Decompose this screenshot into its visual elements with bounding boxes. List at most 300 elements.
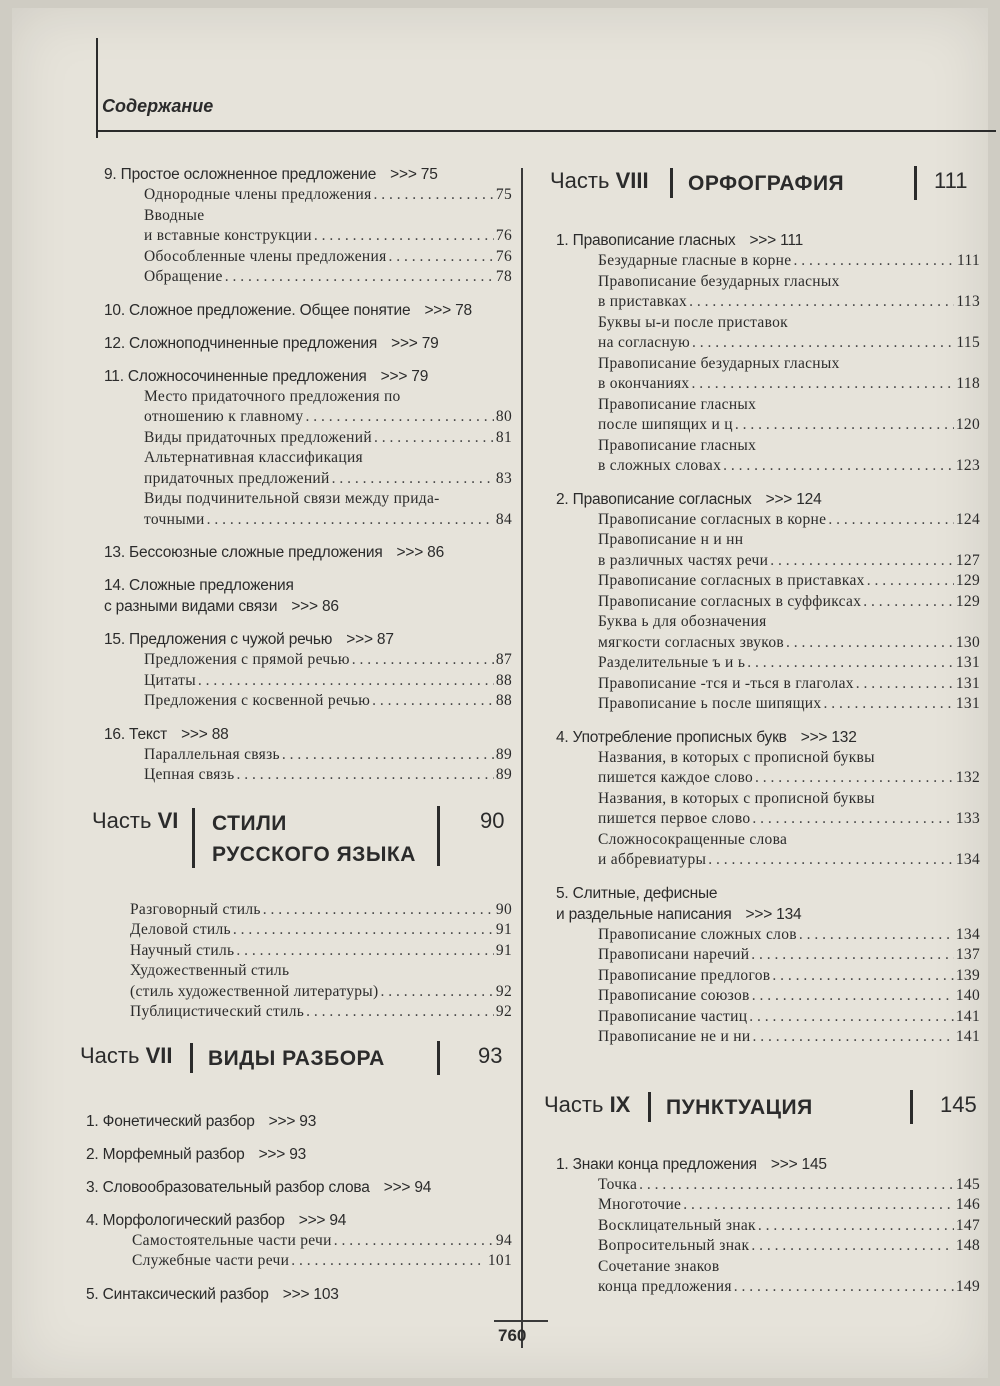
toc-section-title-line2: и раздельные написания xyxy=(556,905,732,923)
toc-entry-text: Обращение xyxy=(144,268,223,285)
toc-entry-line xyxy=(144,247,512,268)
toc-entry-page: 76 xyxy=(495,247,512,265)
toc-section-title-line: 5. Слитные, дефисные xyxy=(556,884,718,902)
leader-dots xyxy=(751,1236,954,1257)
toc-entry xyxy=(544,354,980,395)
toc-section-title-text: 2. Морфемный разбор xyxy=(86,1145,245,1163)
toc-entry-page: 111 xyxy=(957,252,980,269)
toc-section-ref: >>> 75 xyxy=(390,166,438,183)
toc-entry xyxy=(92,185,512,206)
toc-entry-page: 133 xyxy=(955,810,980,827)
toc-entry xyxy=(544,1175,980,1196)
toc-section-title-text: 1. Фонетический разбор xyxy=(86,1112,255,1130)
toc-entry-text: Правописание безударных гласных xyxy=(598,354,840,372)
leader-dots xyxy=(758,1216,954,1237)
toc-entry-text: Правописание безударных гласных xyxy=(598,272,840,290)
toc-entry-text: Обособленные члены предложения xyxy=(144,247,387,265)
toc-entry-line xyxy=(598,694,980,715)
part-6-page: 90 xyxy=(480,807,505,833)
toc-section xyxy=(92,333,512,354)
toc-entry xyxy=(78,961,512,1002)
part-7-title: ВИДЫ РАЗБОРА xyxy=(208,1046,385,1070)
toc-entry xyxy=(78,900,512,921)
leader-dots xyxy=(752,1027,953,1048)
toc-section-title xyxy=(74,1144,512,1165)
toc-entry xyxy=(544,571,980,592)
toc-section-ref: >>> 79 xyxy=(380,367,429,385)
toc-entry-page: 130 xyxy=(955,633,980,651)
toc-entry xyxy=(544,612,980,653)
toc-entry xyxy=(544,436,980,477)
toc-entry-page: 113 xyxy=(956,293,980,310)
toc-entry-text: точными xyxy=(144,510,205,528)
toc-entry-text: Правописание сложных слов xyxy=(598,925,797,943)
toc-entry-line xyxy=(144,510,512,531)
part-8-label: Часть VIII xyxy=(550,168,649,193)
toc-entry-page: 131 xyxy=(955,654,980,671)
toc-entry xyxy=(544,530,980,571)
toc-entry-text: Параллельная связь xyxy=(144,745,280,763)
toc-entry-page: 131 xyxy=(955,695,980,712)
toc-entry-line xyxy=(144,185,512,206)
toc-section-title-line: 14. Сложные предложения xyxy=(104,577,294,594)
toc-entry-line xyxy=(598,415,980,436)
leader-dots xyxy=(772,966,953,987)
toc-entry-page: 146 xyxy=(955,1196,980,1213)
toc-section-title-line xyxy=(104,596,512,617)
toc-entry-page: 137 xyxy=(955,946,980,963)
toc-entry xyxy=(92,387,512,428)
toc-entry xyxy=(544,966,980,987)
toc-section-title xyxy=(92,542,512,563)
toc-entry-text: Деловой стиль xyxy=(130,921,231,938)
leader-dots xyxy=(799,925,954,946)
toc-entry-text: Научный стиль xyxy=(130,941,235,959)
toc-entry xyxy=(74,1251,512,1272)
part-6-label: Часть VI xyxy=(92,807,179,833)
toc-entry-line xyxy=(144,671,512,692)
part-9-page: 145 xyxy=(940,1091,977,1117)
toc-section-title xyxy=(544,883,980,925)
toc-section-title-text: 16. Текст xyxy=(104,725,168,743)
toc-entry-page: 80 xyxy=(495,408,512,425)
toc-entry-page: 147 xyxy=(955,1216,980,1234)
toc-entry-line xyxy=(132,1251,512,1272)
toc-entry xyxy=(544,313,980,354)
toc-entry-text: Правописание частиц xyxy=(598,1007,748,1025)
toc-entry-line xyxy=(598,809,980,830)
leader-dots xyxy=(723,456,954,477)
toc-entry-line xyxy=(598,1195,980,1216)
toc-section-title xyxy=(544,489,980,510)
part-7-heading xyxy=(80,1039,512,1105)
toc-section-ref: >>> 86 xyxy=(291,598,339,615)
leader-dots xyxy=(374,428,494,449)
toc-section xyxy=(74,1144,512,1165)
toc-entry xyxy=(92,428,512,449)
toc-section-title-text: 1. Правописание гласных xyxy=(556,232,736,249)
toc-section-title-text: 1. Знаки конца предложения xyxy=(556,1155,757,1173)
leader-dots xyxy=(683,1195,954,1216)
toc-entry xyxy=(74,1231,512,1252)
toc-section-ref: >>> 103 xyxy=(282,1285,339,1303)
toc-entry-line xyxy=(144,765,512,786)
toc-entry-text: Цитаты xyxy=(144,671,196,689)
toc-section-title xyxy=(92,575,512,617)
leader-dots xyxy=(198,671,494,692)
leader-dots xyxy=(793,251,955,272)
toc-entry-text: в окончаниях xyxy=(598,375,690,392)
toc-entry-page: 88 xyxy=(495,671,512,689)
part-8-heading xyxy=(544,164,980,212)
toc-entry-text: Сочетание знаков xyxy=(598,1257,720,1275)
leader-dots xyxy=(314,226,494,247)
toc-section-title-line xyxy=(556,904,980,925)
leader-dots xyxy=(236,765,493,786)
toc-section xyxy=(544,489,980,715)
toc-entry xyxy=(544,1195,980,1216)
toc-entry-text: конца предложения xyxy=(598,1278,732,1295)
leader-dots xyxy=(374,185,494,206)
toc-entry-page: 76 xyxy=(495,227,512,244)
toc-section xyxy=(92,629,512,712)
toc-entry-text: Правописание гласных xyxy=(598,395,757,413)
leader-dots xyxy=(828,510,954,531)
toc-section-ref: >>> 132 xyxy=(800,728,857,746)
toc-entry xyxy=(78,941,512,962)
toc-section xyxy=(544,1154,980,1298)
toc-entry-line xyxy=(144,226,512,247)
toc-entry-line xyxy=(598,1007,980,1028)
toc-section-title-text: 15. Предложения с чужой речью xyxy=(104,631,333,648)
toc-section-title-text: 4. Употребление прописных букв xyxy=(556,728,787,746)
leader-dots xyxy=(692,333,954,354)
toc-entry-line xyxy=(598,456,980,477)
toc-entry-text: в различных частях речи xyxy=(598,551,769,569)
leader-dots xyxy=(236,941,494,962)
leader-dots xyxy=(263,900,494,921)
toc-entry-text: в сложных словах xyxy=(598,457,722,474)
toc-section xyxy=(74,1210,512,1272)
leader-dots xyxy=(734,1277,954,1298)
toc-entry-page: 129 xyxy=(955,592,980,610)
toc-entry-line xyxy=(598,251,980,272)
toc-section-title xyxy=(92,333,512,354)
toc-entry-page: 91 xyxy=(495,921,512,938)
toc-entry xyxy=(92,650,512,671)
toc-entry-text: Правописание предлогов xyxy=(598,966,771,984)
leader-dots xyxy=(306,1002,494,1023)
toc-entry xyxy=(544,1236,980,1257)
book-page xyxy=(12,8,988,1378)
toc-entry-text: Художественный стиль xyxy=(130,962,290,979)
toc-section-ref: >>> 93 xyxy=(268,1112,317,1130)
toc-entry-line xyxy=(598,1236,980,1257)
toc-entry-line xyxy=(130,941,512,962)
toc-section-title xyxy=(544,230,980,251)
toc-entry-line xyxy=(598,292,980,313)
toc-entry-text: Виды подчинительной связи между прида- xyxy=(144,490,440,507)
toc-entry-text: Однородные члены предложения xyxy=(144,186,372,203)
toc-entry-text: и аббревиатуры xyxy=(598,851,707,868)
toc-entry xyxy=(544,653,980,674)
toc-entry-text: отношению к главному xyxy=(144,408,304,425)
part-9-title: ПУНКТУАЦИЯ xyxy=(666,1095,813,1119)
toc-section xyxy=(544,727,980,871)
leader-dots xyxy=(689,292,954,313)
toc-entry-line xyxy=(144,407,512,428)
toc-entry-page: 149 xyxy=(955,1278,980,1295)
toc-entry-page: 115 xyxy=(956,334,980,351)
toc-entry-line xyxy=(598,510,980,531)
leader-dots xyxy=(747,653,954,674)
toc-entry-text: Вводные xyxy=(144,206,205,224)
toc-section-title xyxy=(92,629,512,650)
part-8-sections xyxy=(544,230,980,1048)
toc-entry xyxy=(544,395,980,436)
toc-section xyxy=(92,164,512,288)
toc-section-title-text: 4. Морфологический разбор xyxy=(86,1211,285,1229)
toc-entry-text: Названия, в которых с прописной буквы xyxy=(598,789,875,807)
toc-entry-text: и вставные конструкции xyxy=(144,227,312,244)
toc-entry-text: Восклицательный знак xyxy=(598,1216,756,1234)
toc-section xyxy=(92,366,512,531)
toc-entry-page: 92 xyxy=(495,982,512,1000)
toc-entry-page: 87 xyxy=(495,651,512,668)
toc-entry-line xyxy=(598,986,980,1007)
leader-dots xyxy=(708,850,954,871)
toc-section-ref: >>> 111 xyxy=(749,232,804,249)
toc-entry-page: 134 xyxy=(955,925,980,943)
toc-entry-text: пишется каждое слово xyxy=(598,769,754,786)
toc-entry-text: Предложения с косвенной речью xyxy=(144,692,371,709)
toc-section xyxy=(92,724,512,786)
toc-section-ref: >>> 124 xyxy=(765,490,822,508)
toc-entry xyxy=(92,448,512,489)
toc-entry-line xyxy=(598,768,980,789)
toc-section xyxy=(92,575,512,617)
part-6-bar-right xyxy=(437,806,440,866)
leader-dots xyxy=(291,1251,486,1272)
toc-entry-page: 118 xyxy=(956,375,980,392)
toc-entry-line xyxy=(598,653,980,674)
toc-section-title xyxy=(544,1154,980,1175)
toc-entry-line xyxy=(144,428,512,449)
toc-entry xyxy=(544,510,980,531)
toc-section-title-text: 13. Бессоюзные сложные предложения xyxy=(104,544,383,561)
toc-section-title xyxy=(92,300,512,321)
part-6-title: СТИЛИ РУССКОГО ЯЗЫКА xyxy=(212,811,416,866)
part-6-entries xyxy=(78,900,512,1023)
left-sections xyxy=(92,164,512,786)
toc-entry-text: Цепная связь xyxy=(144,766,235,783)
toc-entry-line xyxy=(598,1216,980,1237)
toc-entry-page: 139 xyxy=(955,966,980,984)
toc-entry xyxy=(544,748,980,789)
toc-entry-text: Многоточие xyxy=(598,1196,682,1213)
leader-dots xyxy=(207,510,494,531)
toc-entry-line xyxy=(130,982,512,1003)
toc-section xyxy=(92,300,512,321)
right-column xyxy=(544,164,980,1310)
toc-section-ref: >>> 87 xyxy=(346,631,394,648)
toc-entry xyxy=(78,920,512,941)
toc-entry-page: 127 xyxy=(955,551,980,569)
toc-section-title-text: 5. Синтаксический разбор xyxy=(86,1285,269,1303)
toc-entry-line xyxy=(130,920,512,941)
toc-entry-page: 129 xyxy=(955,572,980,589)
leader-dots xyxy=(233,920,494,941)
toc-entry xyxy=(544,272,980,313)
toc-entry xyxy=(544,1257,980,1298)
toc-entry-line xyxy=(130,1002,512,1023)
toc-section-title xyxy=(74,1210,512,1231)
header-horizontal-rule xyxy=(96,130,996,132)
toc-entry-text: Альтернативная классификация xyxy=(144,449,363,466)
toc-entry-text: Правописание гласных xyxy=(598,436,757,454)
toc-entry-text: мягкости согласных звуков xyxy=(598,633,784,651)
toc-section-ref: >>> 78 xyxy=(424,301,472,319)
left-column xyxy=(80,164,512,1317)
toc-section-title-text: 3. Словообразовательный разбор слова xyxy=(86,1178,370,1196)
toc-entry xyxy=(544,789,980,830)
toc-section xyxy=(74,1177,512,1198)
toc-entry-page: 91 xyxy=(495,941,512,959)
toc-section-title-text: 10. Сложное предложение. Общее понятие xyxy=(104,301,411,319)
toc-entry-text: Разговорный стиль xyxy=(130,900,261,918)
leader-dots xyxy=(786,633,954,654)
toc-entry xyxy=(544,1216,980,1237)
part-6-heading xyxy=(92,804,512,882)
toc-entry-text: придаточных предложений xyxy=(144,469,330,487)
page-number-rule xyxy=(494,1320,548,1322)
toc-entry-page: 148 xyxy=(955,1237,980,1254)
toc-entry-text: Правописание не и ни xyxy=(598,1028,751,1045)
toc-entry-page: 145 xyxy=(955,1175,980,1193)
part-7-bar xyxy=(190,1043,193,1073)
toc-section-ref: >>> 79 xyxy=(391,334,439,352)
part-8-title: ОРФОГРАФИЯ xyxy=(688,172,845,195)
toc-section-ref: >>> 86 xyxy=(396,544,445,561)
toc-section xyxy=(92,542,512,563)
toc-entry-text: Безударные гласные в корне xyxy=(598,252,792,269)
leader-dots xyxy=(372,691,494,712)
toc-entry xyxy=(92,267,512,288)
toc-entry xyxy=(92,489,512,530)
toc-entry-text: Правописание -тся и -ться в глаголах xyxy=(598,674,854,692)
leader-dots xyxy=(691,374,954,395)
leader-dots xyxy=(380,982,493,1003)
toc-section-ref: >>> 93 xyxy=(258,1145,307,1163)
toc-entry-page: 131 xyxy=(955,674,980,692)
toc-entry-text: в приставках xyxy=(598,293,688,310)
toc-entry-text: Служебные части речи xyxy=(132,1252,290,1269)
toc-entry-line xyxy=(598,1277,980,1298)
toc-entry-page: 141 xyxy=(955,1028,980,1045)
leader-dots xyxy=(352,650,494,671)
toc-section-ref: >>> 134 xyxy=(745,905,802,923)
toc-entry-line xyxy=(598,850,980,871)
toc-section-title-text: 2. Правописание согласных xyxy=(556,490,752,508)
toc-entry-line xyxy=(598,333,980,354)
toc-entry-line xyxy=(132,1231,512,1252)
toc-entry-text: Правописание н и нн xyxy=(598,531,744,548)
toc-entry-text: Названия, в которых с прописной буквы xyxy=(598,748,875,766)
toc-entry-page: 90 xyxy=(495,900,512,918)
toc-entry xyxy=(544,945,980,966)
toc-entry-page: 88 xyxy=(495,692,512,709)
toc-entry xyxy=(544,830,980,871)
part-9-sections xyxy=(544,1154,980,1298)
part-8-bar xyxy=(670,168,673,198)
leader-dots xyxy=(770,551,954,572)
toc-entry xyxy=(544,1007,980,1028)
toc-entry-text: Публицистический стиль xyxy=(130,1003,305,1020)
part-7-sections xyxy=(74,1111,512,1305)
toc-entry-line xyxy=(598,633,980,654)
toc-entry-text: на согласную xyxy=(598,334,690,351)
toc-entry-text: Разделительные ъ и ь xyxy=(598,654,746,671)
leader-dots xyxy=(282,745,494,766)
toc-section-ref: >>> 94 xyxy=(383,1178,432,1196)
toc-entry-text: Правописание согласных в корне xyxy=(598,510,827,528)
toc-entry xyxy=(544,251,980,272)
toc-section-title xyxy=(544,727,980,748)
toc-entry-line xyxy=(598,966,980,987)
toc-entry xyxy=(544,925,980,946)
page-number: 760 xyxy=(498,1326,527,1345)
part-9-heading xyxy=(544,1088,980,1136)
leader-dots xyxy=(755,768,954,789)
toc-entry-page: 92 xyxy=(495,1003,512,1020)
toc-entry-text: Точка xyxy=(598,1175,638,1193)
toc-entry-page: 132 xyxy=(955,769,980,786)
toc-entry-page: 124 xyxy=(955,510,980,528)
header-vertical-rule xyxy=(96,38,98,138)
toc-entry-page: 141 xyxy=(955,1007,980,1025)
leader-dots xyxy=(867,571,954,592)
toc-entry-page: 120 xyxy=(955,416,980,433)
leader-dots xyxy=(305,407,493,428)
leader-dots xyxy=(334,1231,494,1252)
column-divider xyxy=(521,168,523,1348)
part-9-bar-right xyxy=(910,1090,913,1124)
leader-dots xyxy=(332,469,494,490)
part-8-page: 111 xyxy=(934,168,968,193)
leader-dots xyxy=(863,592,954,613)
toc-entry-text: Место придаточного предложения по xyxy=(144,387,401,405)
part-7-label: Часть VII xyxy=(80,1042,173,1068)
toc-section-title xyxy=(74,1284,512,1305)
toc-entry-line xyxy=(598,925,980,946)
leader-dots xyxy=(823,694,953,715)
leader-dots xyxy=(225,267,494,288)
leader-dots xyxy=(639,1175,954,1196)
toc-section xyxy=(544,883,980,1048)
toc-section-title-text: 9. Простое осложненное предложение xyxy=(104,166,377,183)
toc-entry-page: 89 xyxy=(495,745,512,763)
toc-section-title-text: 11. Сложносочиненные предложения xyxy=(104,367,367,385)
toc-entry xyxy=(544,674,980,695)
toc-section-title xyxy=(92,164,512,185)
toc-entry xyxy=(92,765,512,786)
toc-entry-text: Сложносокращенные слова xyxy=(598,830,788,848)
part-9-bar xyxy=(648,1092,651,1122)
toc-entry-text: Правописани наречий xyxy=(598,946,750,963)
toc-entry-line xyxy=(598,945,980,966)
toc-section xyxy=(74,1111,512,1132)
toc-entry-line xyxy=(598,571,980,592)
